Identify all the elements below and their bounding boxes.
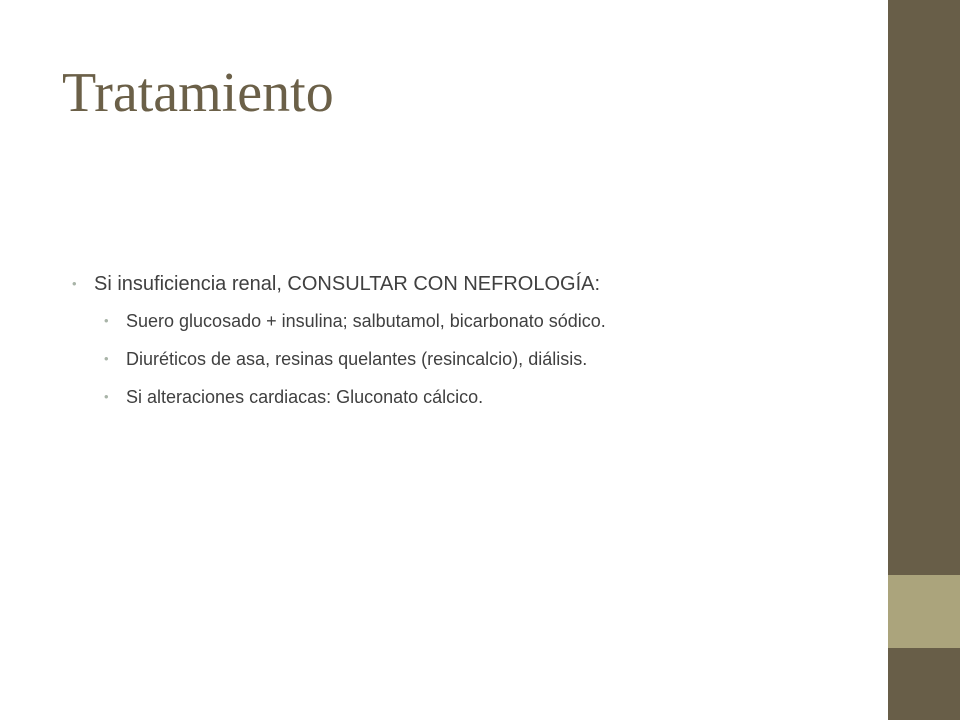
sub-bullet-text: Si alteraciones cardiacas: Gluconato cálcico.	[126, 387, 484, 407]
sub-bullet-item	[104, 302, 872, 340]
sub-bullet-text: Diuréticos de asa, resinas quelantes (resincalcio), diálisis.	[126, 349, 588, 369]
sub-bullet-text: Suero glucosado + insulina; salbutamol, bicarbonato sódico.	[126, 311, 606, 331]
bullet-dot-icon: •	[104, 351, 109, 366]
sub-bullet-item	[104, 378, 872, 416]
bullet-list	[72, 266, 872, 416]
sub-bullet-item	[104, 340, 872, 378]
bullet-dot-icon: •	[104, 313, 109, 328]
bullet-text: Si insuficiencia renal, CONSULTAR CON NEFROLOGÍA:	[94, 273, 601, 295]
sidebar-dark-bottom-block	[888, 648, 960, 720]
decorative-sidebar	[888, 0, 960, 720]
bullet-dot-icon: •	[104, 389, 109, 404]
bullet-item	[72, 266, 872, 302]
slide-title: Tratamiento	[62, 62, 334, 124]
sidebar-light-accent-block	[888, 575, 960, 648]
bullet-dot-icon: •	[72, 276, 77, 291]
sidebar-dark-top-block	[888, 0, 960, 575]
